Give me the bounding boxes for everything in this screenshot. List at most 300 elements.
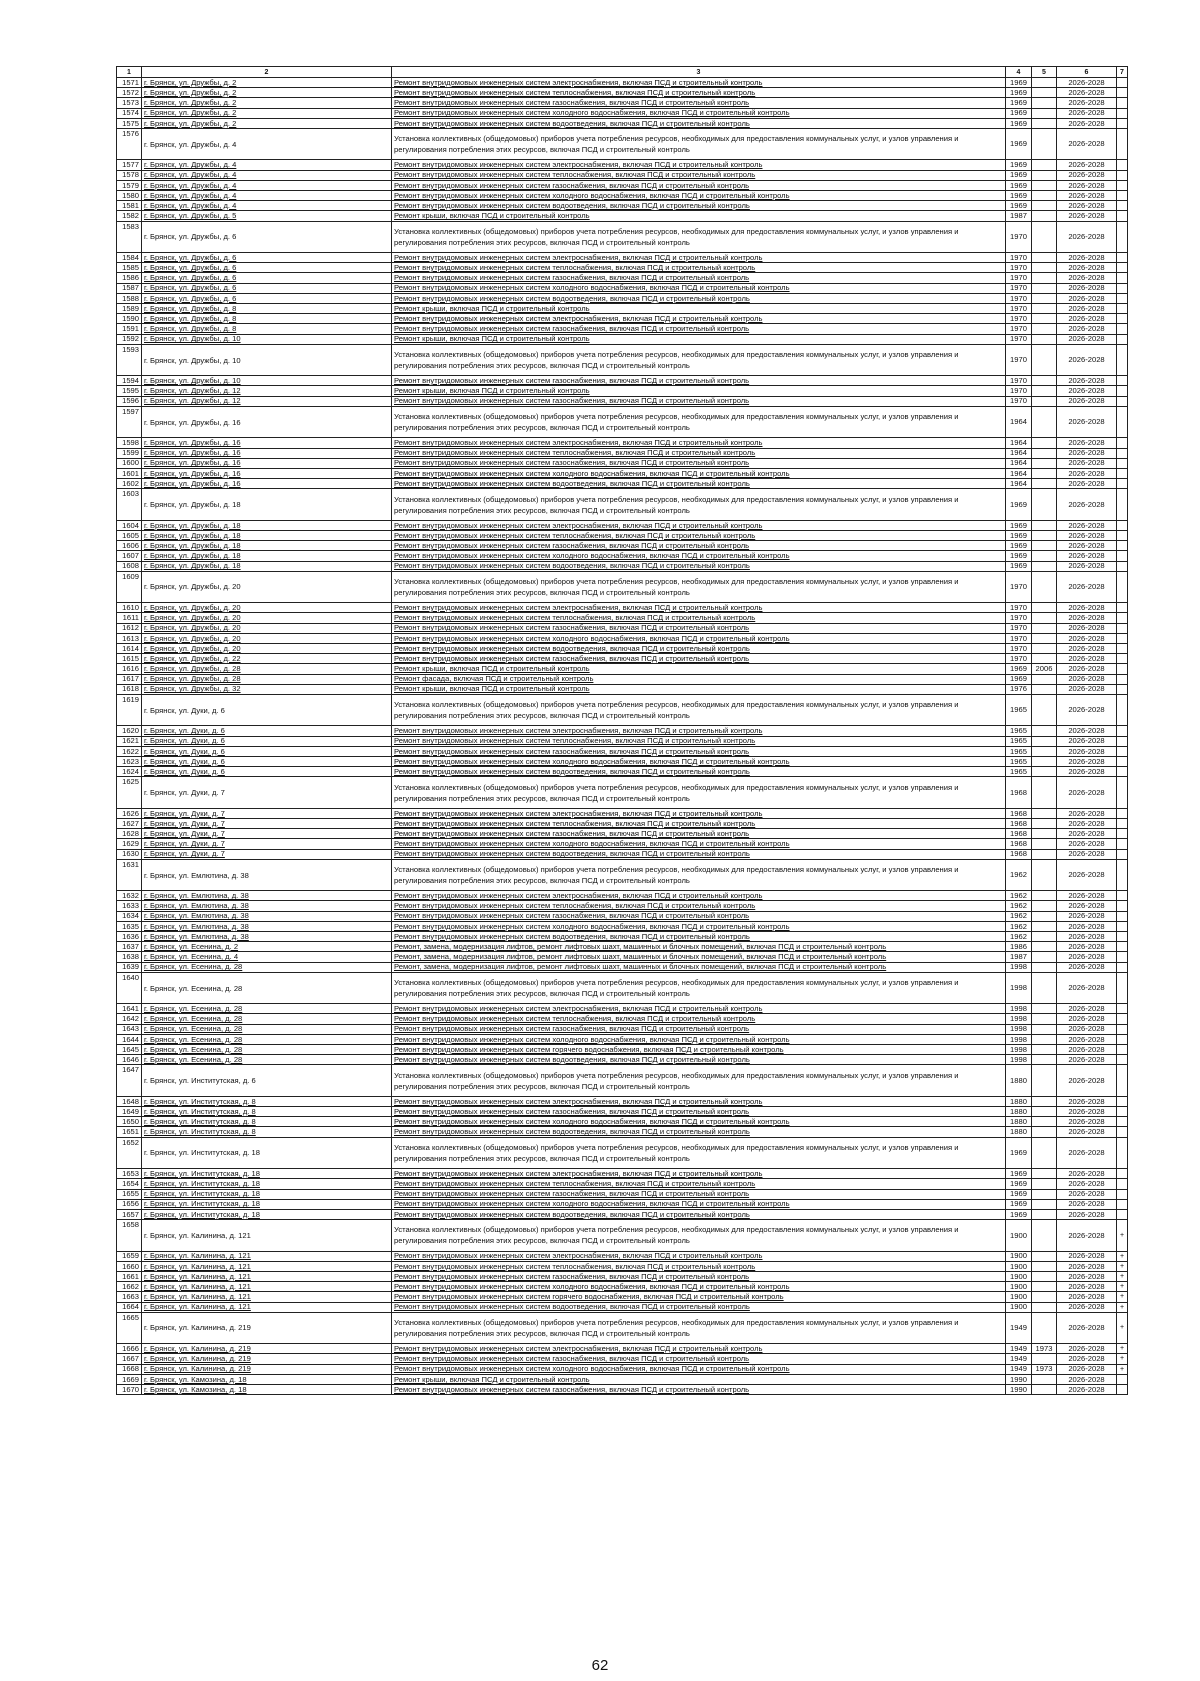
address-cell: г. Брянск, ул. Дружбы, д. 4 [142,180,392,190]
address-cell: г. Брянск, ул. Дружбы, д. 6 [142,263,392,273]
address-cell: г. Брянск, ул. Дружбы, д. 4 [142,128,392,160]
last-repair-year-cell [1032,859,1057,891]
build-year-cell: 1970 [1006,571,1032,603]
planned-period-cell: 2026-2028 [1057,479,1117,489]
row-number-cell: 1636 [117,932,142,942]
last-repair-year-cell [1032,396,1057,406]
build-year-cell: 1965 [1006,694,1032,726]
address-cell: г. Брянск, ул. Емлютина, д. 38 [142,859,392,891]
build-year-cell: 1962 [1006,932,1032,942]
row-number-cell: 1668 [117,1364,142,1374]
mark-cell [1117,1384,1128,1394]
mark-cell [1117,849,1128,859]
last-repair-year-cell [1032,160,1057,170]
work-type-cell: Ремонт внутридомовых инженерных систем водоотведения, включая ПСД и строительный контроль [392,201,1006,211]
planned-period-cell: 2026-2028 [1057,334,1117,344]
row-number-cell: 1655 [117,1189,142,1199]
last-repair-year-cell [1032,253,1057,263]
planned-period-cell: 2026-2028 [1057,221,1117,253]
work-type-cell: Ремонт внутридомовых инженерных систем холодного водоснабжения, включая ПСД и строительный контроль [392,191,1006,201]
planned-period-cell: 2026-2028 [1057,1251,1117,1261]
build-year-cell: 1880 [1006,1117,1032,1127]
build-year-cell: 1900 [1006,1261,1032,1271]
planned-period-cell: 2026-2028 [1057,746,1117,756]
row-number-cell: 1615 [117,654,142,664]
address-cell: г. Брянск, ул. Дружбы, д. 28 [142,674,392,684]
planned-period-cell: 2026-2028 [1057,891,1117,901]
planned-period-cell: 2026-2028 [1057,78,1117,88]
build-year-cell: 1880 [1006,1107,1032,1117]
last-repair-year-cell [1032,221,1057,253]
table-row [117,551,1128,561]
mark-cell [1117,1055,1128,1065]
work-type-cell: Установка коллективных (общедомовых) приборов учета потребления ресурсов, необходимых для предоставления коммунальных услуг, и узлов управления и регулирования потребления этих ресурсов, включая ПСД и строительный контроль [392,571,1006,603]
planned-period-cell: 2026-2028 [1057,396,1117,406]
row-number-cell: 1593 [117,344,142,376]
page-number: 62 [591,1657,609,1674]
mark-cell [1117,344,1128,376]
work-type-cell: Ремонт внутридомовых инженерных систем электроснабжения, включая ПСД и строительный контроль [392,726,1006,736]
planned-period-cell: 2026-2028 [1057,1004,1117,1014]
build-year-cell: 1998 [1006,1034,1032,1044]
table-row [117,829,1128,839]
planned-period-cell: 2026-2028 [1057,767,1117,777]
row-number-cell: 1663 [117,1292,142,1302]
last-repair-year-cell [1032,1004,1057,1014]
last-repair-year-cell [1032,304,1057,314]
column-header-3: 3 [392,67,1006,78]
work-type-cell: Ремонт внутридомовых инженерных систем электроснабжения, включая ПСД и строительный контроль [392,1004,1006,1014]
work-type-cell: Ремонт фасада, включая ПСД и строительный контроль [392,674,1006,684]
address-cell: г. Брянск, ул. Дружбы, д. 18 [142,551,392,561]
row-number-cell: 1576 [117,128,142,160]
last-repair-year-cell [1032,952,1057,962]
table-row [117,406,1128,438]
mark-cell [1117,623,1128,633]
build-year-cell: 1969 [1006,541,1032,551]
mark-cell [1117,1096,1128,1106]
last-repair-year-cell [1032,78,1057,88]
build-year-cell: 1969 [1006,561,1032,571]
build-year-cell: 1969 [1006,551,1032,561]
address-cell: г. Брянск, ул. Институтская, д. 18 [142,1179,392,1189]
address-cell: г. Брянск, ул. Дуки, д. 6 [142,767,392,777]
work-type-cell: Установка коллективных (общедомовых) приборов учета потребления ресурсов, необходимых для предоставления коммунальных услуг, и узлов управления и регулирования потребления этих ресурсов, включая ПСД и строительный контроль [392,1137,1006,1169]
last-repair-year-cell [1032,1354,1057,1364]
planned-period-cell: 2026-2028 [1057,304,1117,314]
mark-cell [1117,273,1128,283]
build-year-cell: 1969 [1006,170,1032,180]
row-number-cell: 1616 [117,664,142,674]
work-type-cell: Ремонт внутридомовых инженерных систем электроснабжения, включая ПСД и строительный контроль [392,1096,1006,1106]
row-number-cell: 1589 [117,304,142,314]
address-cell: г. Брянск, ул. Дружбы, д. 20 [142,603,392,613]
table-row [117,386,1128,396]
address-cell: г. Брянск, ул. Институтская, д. 18 [142,1169,392,1179]
address-cell: г. Брянск, ул. Калинина, д. 121 [142,1261,392,1271]
mark-cell [1117,942,1128,952]
address-cell: г. Брянск, ул. Дружбы, д. 6 [142,283,392,293]
mark-cell [1117,334,1128,344]
build-year-cell: 1998 [1006,962,1032,972]
last-repair-year-cell [1032,376,1057,386]
work-type-cell: Ремонт внутридомовых инженерных систем газоснабжения, включая ПСД и строительный контроль [392,911,1006,921]
address-cell: г. Брянск, ул. Дружбы, д. 18 [142,541,392,551]
build-year-cell: 1969 [1006,191,1032,201]
row-number-cell: 1641 [117,1004,142,1014]
address-cell: г. Брянск, ул. Емлютина, д. 38 [142,891,392,901]
table-row [117,1271,1128,1281]
mark-cell [1117,1127,1128,1137]
mark-cell [1117,314,1128,324]
planned-period-cell: 2026-2028 [1057,160,1117,170]
table-row [117,1107,1128,1117]
address-cell: г. Брянск, ул. Дружбы, д. 2 [142,98,392,108]
mark-cell [1117,1065,1128,1097]
planned-period-cell: 2026-2028 [1057,1117,1117,1127]
work-type-cell: Ремонт внутридомовых инженерных систем электроснабжения, включая ПСД и строительный контроль [392,603,1006,613]
table-row [117,160,1128,170]
build-year-cell: 1968 [1006,839,1032,849]
table-row [117,1034,1128,1044]
mark-cell [1117,396,1128,406]
row-number-cell: 1635 [117,921,142,931]
address-cell: г. Брянск, ул. Емлютина, д. 38 [142,911,392,921]
mark-cell [1117,756,1128,766]
work-type-cell: Ремонт внутридомовых инженерных систем газоснабжения, включая ПСД и строительный контроль [392,1384,1006,1394]
work-type-cell: Ремонт крыши, включая ПСД и строительный контроль [392,304,1006,314]
address-cell: г. Брянск, ул. Дружбы, д. 16 [142,438,392,448]
build-year-cell: 1969 [1006,530,1032,540]
work-type-cell: Ремонт внутридомовых инженерных систем газоснабжения, включая ПСД и строительный контроль [392,273,1006,283]
column-header-2: 2 [142,67,392,78]
mark-cell [1117,520,1128,530]
work-type-cell: Ремонт внутридомовых инженерных систем водоотведения, включая ПСД и строительный контроль [392,1209,1006,1219]
build-year-cell: 1970 [1006,304,1032,314]
row-number-cell: 1658 [117,1220,142,1252]
address-cell: г. Брянск, ул. Есенина, д. 28 [142,972,392,1004]
address-cell: г. Брянск, ул. Дуки, д. 6 [142,726,392,736]
planned-period-cell: 2026-2028 [1057,613,1117,623]
build-year-cell: 1964 [1006,438,1032,448]
table-row [117,118,1128,128]
mark-cell [1117,211,1128,221]
row-number-cell: 1604 [117,520,142,530]
build-year-cell: 1987 [1006,211,1032,221]
mark-cell [1117,98,1128,108]
table-row [117,108,1128,118]
last-repair-year-cell [1032,211,1057,221]
planned-period-cell: 2026-2028 [1057,551,1117,561]
address-cell: г. Брянск, ул. Дружбы, д. 20 [142,613,392,623]
address-cell: г. Брянск, ул. Дружбы, д. 5 [142,211,392,221]
row-number-cell: 1600 [117,458,142,468]
build-year-cell: 1969 [1006,128,1032,160]
work-type-cell: Ремонт внутридомовых инженерных систем электроснабжения, включая ПСД и строительный контроль [392,160,1006,170]
mark-cell [1117,304,1128,314]
mark-cell: + [1117,1344,1128,1354]
build-year-cell: 1964 [1006,458,1032,468]
mark-cell [1117,952,1128,962]
build-year-cell: 1998 [1006,1014,1032,1024]
build-year-cell: 1949 [1006,1364,1032,1374]
table-row [117,819,1128,829]
row-number-cell: 1574 [117,108,142,118]
last-repair-year-cell [1032,541,1057,551]
build-year-cell: 1900 [1006,1251,1032,1261]
planned-period-cell: 2026-2028 [1057,1312,1117,1344]
column-header-6: 6 [1057,67,1117,78]
build-year-cell: 1969 [1006,1169,1032,1179]
mark-cell [1117,1209,1128,1219]
table-row [117,756,1128,766]
table-row [117,293,1128,303]
planned-period-cell: 2026-2028 [1057,1344,1117,1354]
row-number-cell: 1634 [117,911,142,921]
address-cell: г. Брянск, ул. Дуки, д. 7 [142,829,392,839]
planned-period-cell: 2026-2028 [1057,561,1117,571]
build-year-cell: 1990 [1006,1374,1032,1384]
table-row [117,1065,1128,1097]
work-type-cell: Ремонт внутридомовых инженерных систем горячего водоснабжения, включая ПСД и строительный контроль [392,1045,1006,1055]
build-year-cell: 1970 [1006,643,1032,653]
build-year-cell: 1969 [1006,118,1032,128]
table-row [117,78,1128,88]
row-number-cell: 1651 [117,1127,142,1137]
work-type-cell: Ремонт внутридомовых инженерных систем газоснабжения, включая ПСД и строительный контроль [392,1354,1006,1364]
table-row [117,520,1128,530]
last-repair-year-cell [1032,344,1057,376]
build-year-cell: 1970 [1006,654,1032,664]
last-repair-year-cell [1032,972,1057,1004]
mark-cell [1117,88,1128,98]
row-number-cell: 1624 [117,767,142,777]
table-row [117,1312,1128,1344]
build-year-cell: 1964 [1006,468,1032,478]
last-repair-year-cell [1032,1107,1057,1117]
last-repair-year-cell [1032,643,1057,653]
work-type-cell: Установка коллективных (общедомовых) приборов учета потребления ресурсов, необходимых для предоставления коммунальных услуг, и узлов управления и регулирования потребления этих ресурсов, включая ПСД и строительный контроль [392,128,1006,160]
mark-cell [1117,746,1128,756]
build-year-cell: 1969 [1006,201,1032,211]
row-number-cell: 1628 [117,829,142,839]
last-repair-year-cell [1032,1282,1057,1292]
table-row [117,344,1128,376]
table-row [117,613,1128,623]
row-number-cell: 1661 [117,1271,142,1281]
build-year-cell: 1986 [1006,942,1032,952]
build-year-cell: 1968 [1006,819,1032,829]
table-row [117,170,1128,180]
work-type-cell: Ремонт крыши, включая ПСД и строительный контроль [392,211,1006,221]
address-cell: г. Брянск, ул. Дружбы, д. 8 [142,324,392,334]
build-year-cell: 1998 [1006,1055,1032,1065]
last-repair-year-cell [1032,1271,1057,1281]
table-row [117,1045,1128,1055]
planned-period-cell: 2026-2028 [1057,118,1117,128]
planned-period-cell: 2026-2028 [1057,98,1117,108]
table-row [117,396,1128,406]
last-repair-year-cell [1032,633,1057,643]
row-number-cell: 1575 [117,118,142,128]
last-repair-year-cell [1032,726,1057,736]
table-row [117,221,1128,253]
work-type-cell: Ремонт внутридомовых инженерных систем теплоснабжения, включая ПСД и строительный контроль [392,613,1006,623]
build-year-cell: 1998 [1006,1004,1032,1014]
build-year-cell: 1970 [1006,273,1032,283]
last-repair-year-cell [1032,334,1057,344]
work-type-cell: Ремонт внутридомовых инженерных систем газоснабжения, включая ПСД и строительный контроль [392,829,1006,839]
planned-period-cell: 2026-2028 [1057,386,1117,396]
address-cell: г. Брянск, ул. Институтская, д. 18 [142,1209,392,1219]
build-year-cell: 1969 [1006,664,1032,674]
work-type-cell: Ремонт внутридомовых инженерных систем электроснабжения, включая ПСД и строительный контроль [392,438,1006,448]
last-repair-year-cell [1032,1199,1057,1209]
address-cell: г. Брянск, ул. Институтская, д. 6 [142,1065,392,1097]
last-repair-year-cell [1032,128,1057,160]
last-repair-year-cell [1032,1137,1057,1169]
table-row [117,1374,1128,1384]
planned-period-cell: 2026-2028 [1057,108,1117,118]
planned-period-cell: 2026-2028 [1057,726,1117,736]
work-type-cell: Ремонт внутридомовых инженерных систем холодного водоснабжения, включая ПСД и строительный контроль [392,468,1006,478]
build-year-cell: 1969 [1006,98,1032,108]
mark-cell [1117,78,1128,88]
build-year-cell: 1969 [1006,1209,1032,1219]
planned-period-cell: 2026-2028 [1057,942,1117,952]
work-type-cell: Ремонт внутридомовых инженерных систем водоотведения, включая ПСД и строительный контроль [392,118,1006,128]
mark-cell [1117,664,1128,674]
table-row [117,1117,1128,1127]
planned-period-cell: 2026-2028 [1057,829,1117,839]
last-repair-year-cell [1032,891,1057,901]
work-type-cell: Ремонт внутридомовых инженерных систем газоснабжения, включая ПСД и строительный контроль [392,623,1006,633]
build-year-cell: 1970 [1006,623,1032,633]
table-row [117,746,1128,756]
last-repair-year-cell [1032,201,1057,211]
last-repair-year-cell [1032,1045,1057,1055]
table-row [117,1364,1128,1374]
row-number-cell: 1648 [117,1096,142,1106]
build-year-cell: 1970 [1006,344,1032,376]
work-type-cell: Ремонт внутридомовых инженерных систем холодного водоснабжения, включая ПСД и строительный контроль [392,1117,1006,1127]
work-type-cell: Ремонт внутридомовых инженерных систем водоотведения, включая ПСД и строительный контроль [392,1127,1006,1137]
planned-period-cell: 2026-2028 [1057,201,1117,211]
planned-period-cell: 2026-2028 [1057,623,1117,633]
work-type-cell: Ремонт внутридомовых инженерных систем теплоснабжения, включая ПСД и строительный контроль [392,1261,1006,1271]
work-type-cell: Ремонт внутридомовых инженерных систем электроснабжения, включая ПСД и строительный контроль [392,253,1006,263]
table-row [117,1137,1128,1169]
mark-cell [1117,829,1128,839]
work-type-cell: Установка коллективных (общедомовых) приборов учета потребления ресурсов, необходимых для предоставления коммунальных услуг, и узлов управления и регулирования потребления этих ресурсов, включая ПСД и строительный контроль [392,1220,1006,1252]
last-repair-year-cell [1032,1312,1057,1344]
planned-period-cell: 2026-2028 [1057,438,1117,448]
planned-period-cell: 2026-2028 [1057,736,1117,746]
table-row [117,1179,1128,1189]
table-row [117,932,1128,942]
planned-period-cell: 2026-2028 [1057,520,1117,530]
planned-period-cell: 2026-2028 [1057,859,1117,891]
row-number-cell: 1601 [117,468,142,478]
build-year-cell: 1969 [1006,180,1032,190]
build-year-cell: 1880 [1006,1096,1032,1106]
row-number-cell: 1588 [117,293,142,303]
last-repair-year-cell [1032,273,1057,283]
address-cell: г. Брянск, ул. Калинина, д. 121 [142,1220,392,1252]
work-type-cell: Ремонт внутридомовых инженерных систем холодного водоснабжения, включая ПСД и строительный контроль [392,551,1006,561]
table-row [117,304,1128,314]
row-number-cell: 1647 [117,1065,142,1097]
address-cell: г. Брянск, ул. Калинина, д. 121 [142,1282,392,1292]
table-row [117,334,1128,344]
table-row [117,541,1128,551]
mark-cell [1117,541,1128,551]
row-number-cell: 1627 [117,819,142,829]
mark-cell [1117,726,1128,736]
address-cell: г. Брянск, ул. Калинина, д. 219 [142,1344,392,1354]
address-cell: г. Брянск, ул. Есенина, д. 28 [142,1024,392,1034]
mark-cell [1117,921,1128,931]
build-year-cell: 1976 [1006,684,1032,694]
row-number-cell: 1652 [117,1137,142,1169]
row-number-cell: 1666 [117,1344,142,1354]
address-cell: г. Брянск, ул. Институтская, д. 8 [142,1117,392,1127]
planned-period-cell: 2026-2028 [1057,819,1117,829]
address-cell: г. Брянск, ул. Институтская, д. 18 [142,1137,392,1169]
table-row [117,448,1128,458]
mark-cell [1117,191,1128,201]
register-sheet [116,66,1127,1395]
build-year-cell: 1970 [1006,386,1032,396]
mark-cell [1117,324,1128,334]
build-year-cell: 1900 [1006,1292,1032,1302]
last-repair-year-cell [1032,530,1057,540]
planned-period-cell: 2026-2028 [1057,603,1117,613]
table-row [117,664,1128,674]
last-repair-year-cell [1032,479,1057,489]
table-row [117,674,1128,684]
row-number-cell: 1597 [117,406,142,438]
last-repair-year-cell [1032,180,1057,190]
build-year-cell: 1968 [1006,777,1032,809]
work-type-cell: Ремонт внутридомовых инженерных систем газоснабжения, включая ПСД и строительный контроль [392,541,1006,551]
row-number-cell: 1662 [117,1282,142,1292]
address-cell: г. Брянск, ул. Дружбы, д. 16 [142,468,392,478]
work-type-cell: Ремонт внутридомовых инженерных систем теплоснабжения, включая ПСД и строительный контроль [392,170,1006,180]
table-row [117,1004,1128,1014]
mark-cell [1117,1374,1128,1384]
row-number-cell: 1579 [117,180,142,190]
mark-cell [1117,201,1128,211]
build-year-cell: 1969 [1006,78,1032,88]
build-year-cell: 1969 [1006,108,1032,118]
row-number-cell: 1619 [117,694,142,726]
row-number-cell: 1656 [117,1199,142,1209]
table-row [117,1220,1128,1252]
planned-period-cell: 2026-2028 [1057,273,1117,283]
table-row [117,1282,1128,1292]
address-cell: г. Брянск, ул. Дружбы, д. 10 [142,344,392,376]
mark-cell [1117,654,1128,664]
address-cell: г. Брянск, ул. Дружбы, д. 4 [142,191,392,201]
last-repair-year-cell [1032,839,1057,849]
row-number-cell: 1607 [117,551,142,561]
last-repair-year-cell [1032,520,1057,530]
table-row [117,273,1128,283]
row-number-cell: 1625 [117,777,142,809]
row-number-cell: 1611 [117,613,142,623]
work-type-cell: Установка коллективных (общедомовых) приборов учета потребления ресурсов, необходимых для предоставления коммунальных услуг, и узлов управления и регулирования потребления этих ресурсов, включая ПСД и строительный контроль [392,859,1006,891]
